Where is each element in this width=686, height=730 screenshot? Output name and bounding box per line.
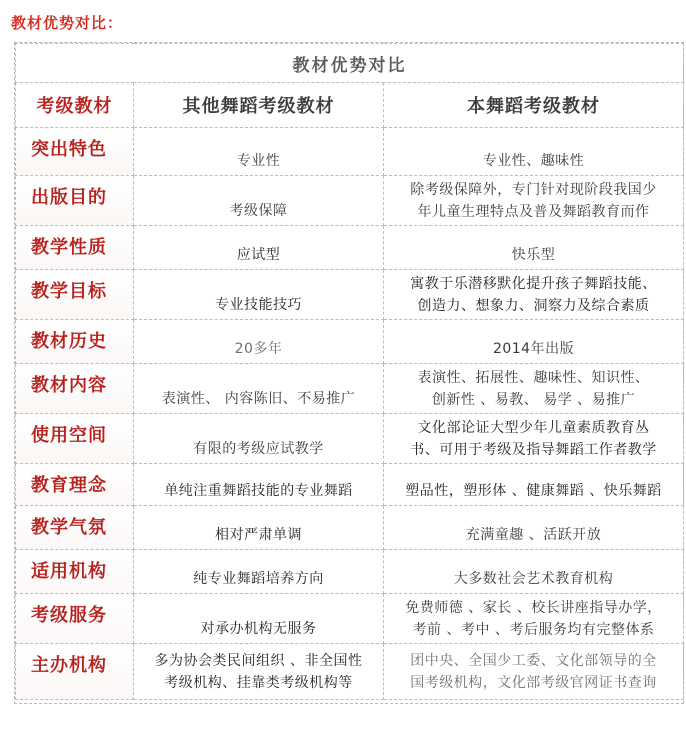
other-material-cell bbox=[134, 176, 384, 226]
cell-text-line: 国考级机构，文化部考级官网证书查询 bbox=[410, 674, 657, 691]
row-label: 考级服务 bbox=[16, 594, 134, 644]
cell-text-line: 团中央、全国少工委、文化部领导的全 bbox=[410, 652, 657, 669]
section-heading: 教材优势对比： bbox=[11, 14, 124, 32]
cell-text-line: 表演性、 内容陈旧、不易推广 bbox=[161, 391, 356, 407]
table-body bbox=[16, 44, 684, 700]
header-other-material: 其他舞蹈考级教材 bbox=[134, 83, 384, 128]
cell-text-line: 寓教于乐潜移默化提升孩子舞蹈技能、 bbox=[410, 275, 657, 292]
cell-text-line: 考级机构、挂靠类考级机构等 bbox=[164, 674, 353, 691]
table-title: 教材优势对比 bbox=[16, 44, 684, 83]
cell-text-line: 文化部论证大型少年儿童素质教育丛 bbox=[417, 419, 650, 436]
cell-text-line: 专业性 bbox=[236, 153, 281, 169]
comparison-table-grid bbox=[15, 43, 684, 700]
other-material-cell bbox=[134, 270, 384, 320]
our-material-cell bbox=[384, 364, 684, 414]
our-material-cell bbox=[384, 464, 684, 506]
table-row bbox=[16, 270, 684, 320]
cell-text-line: 除考级保障外，专门针对现阶段我国少 bbox=[410, 181, 657, 198]
table-title-row bbox=[16, 44, 684, 83]
our-material-cell bbox=[384, 176, 684, 226]
other-material-cell bbox=[134, 414, 384, 464]
cell-text-line: 创新性 、易教、 易学 、易推广 bbox=[431, 391, 636, 408]
table-header-row bbox=[16, 83, 684, 128]
cell-text-line: 专业技能技巧 bbox=[215, 297, 302, 313]
row-label: 教材历史 bbox=[16, 320, 134, 364]
other-material-cell bbox=[134, 226, 384, 270]
cell-text-line: 应试型 bbox=[236, 247, 281, 263]
table-row bbox=[16, 364, 684, 414]
table-row bbox=[16, 414, 684, 464]
row-label: 教学目标 bbox=[16, 270, 134, 320]
comparison-table bbox=[14, 42, 684, 704]
cell-text-line: 大多数社会艺术教育机构 bbox=[453, 571, 614, 587]
our-material-cell bbox=[384, 644, 684, 700]
cell-text-line: 考级保障 bbox=[229, 203, 288, 219]
our-material-cell bbox=[384, 226, 684, 270]
other-material-cell bbox=[134, 506, 384, 550]
other-material-cell bbox=[134, 128, 384, 176]
cell-text-line: 单纯注重舞蹈技能的专业舞蹈 bbox=[164, 483, 353, 499]
row-label: 突出特色 bbox=[16, 128, 134, 176]
table-row bbox=[16, 594, 684, 644]
cell-text-line: 充满童趣 、活跃开放 bbox=[465, 527, 602, 543]
table-row bbox=[16, 176, 684, 226]
table-row bbox=[16, 226, 684, 270]
table-row bbox=[16, 506, 684, 550]
header-category: 考级教材 bbox=[16, 83, 134, 128]
cell-text-line: 相对严肃单调 bbox=[215, 527, 302, 543]
table-row bbox=[16, 320, 684, 364]
cell-text-line: 有限的考级应试教学 bbox=[193, 441, 324, 457]
cell-text-line: 对承办机构无服务 bbox=[200, 621, 317, 637]
other-material-cell bbox=[134, 550, 384, 594]
cell-text-line: 免费师德 、家长 、校长讲座指导办学， bbox=[405, 599, 662, 616]
other-material-cell bbox=[134, 644, 384, 700]
our-material-cell bbox=[384, 594, 684, 644]
table-row bbox=[16, 464, 684, 506]
our-material-cell bbox=[384, 128, 684, 176]
table-row bbox=[16, 550, 684, 594]
header-our-material: 本舞蹈考级教材 bbox=[384, 83, 684, 128]
cell-text-line: 多为协会类民间组织 、非全国性 bbox=[154, 652, 363, 669]
cell-text-line: 塑品性，塑形体 、健康舞蹈 、快乐舞蹈 bbox=[405, 483, 662, 499]
row-label: 教材内容 bbox=[16, 364, 134, 414]
row-label: 出版目的 bbox=[16, 176, 134, 226]
row-label: 教育理念 bbox=[16, 464, 134, 506]
row-label: 使用空间 bbox=[16, 414, 134, 464]
our-material-cell bbox=[384, 550, 684, 594]
table-row bbox=[16, 644, 684, 700]
cell-text-line: 纯专业舞蹈培养方向 bbox=[193, 571, 324, 587]
table-row bbox=[16, 128, 684, 176]
cell-text-line: 年儿童生理特点及普及舞蹈教育而作 bbox=[417, 203, 650, 220]
cell-text-line: 书、可用于考级及指导舞蹈工作者教学 bbox=[410, 441, 657, 458]
cell-text-line: 专业性、趣味性 bbox=[482, 153, 585, 169]
cell-text-line: 表演性、拓展性、趣味性、知识性、 bbox=[417, 369, 650, 386]
cell-text-line: 快乐型 bbox=[511, 247, 556, 263]
cell-text-line: 考前 、考中 、考后服务均有完整体系 bbox=[412, 621, 655, 638]
cell-text-line: 创造力、想象力、洞察力及综合素质 bbox=[417, 297, 650, 314]
cell-text-line: 20多年 bbox=[234, 341, 283, 357]
other-material-cell bbox=[134, 364, 384, 414]
row-label: 适用机构 bbox=[16, 550, 134, 594]
other-material-cell bbox=[134, 320, 384, 364]
our-material-cell bbox=[384, 414, 684, 464]
our-material-cell bbox=[384, 320, 684, 364]
our-material-cell bbox=[384, 270, 684, 320]
row-label: 主办机构 bbox=[16, 644, 134, 700]
cell-text-line: 2014年出版 bbox=[492, 341, 575, 357]
row-label: 教学气氛 bbox=[16, 506, 134, 550]
other-material-cell bbox=[134, 594, 384, 644]
row-label: 教学性质 bbox=[16, 226, 134, 270]
our-material-cell bbox=[384, 506, 684, 550]
other-material-cell bbox=[134, 464, 384, 506]
